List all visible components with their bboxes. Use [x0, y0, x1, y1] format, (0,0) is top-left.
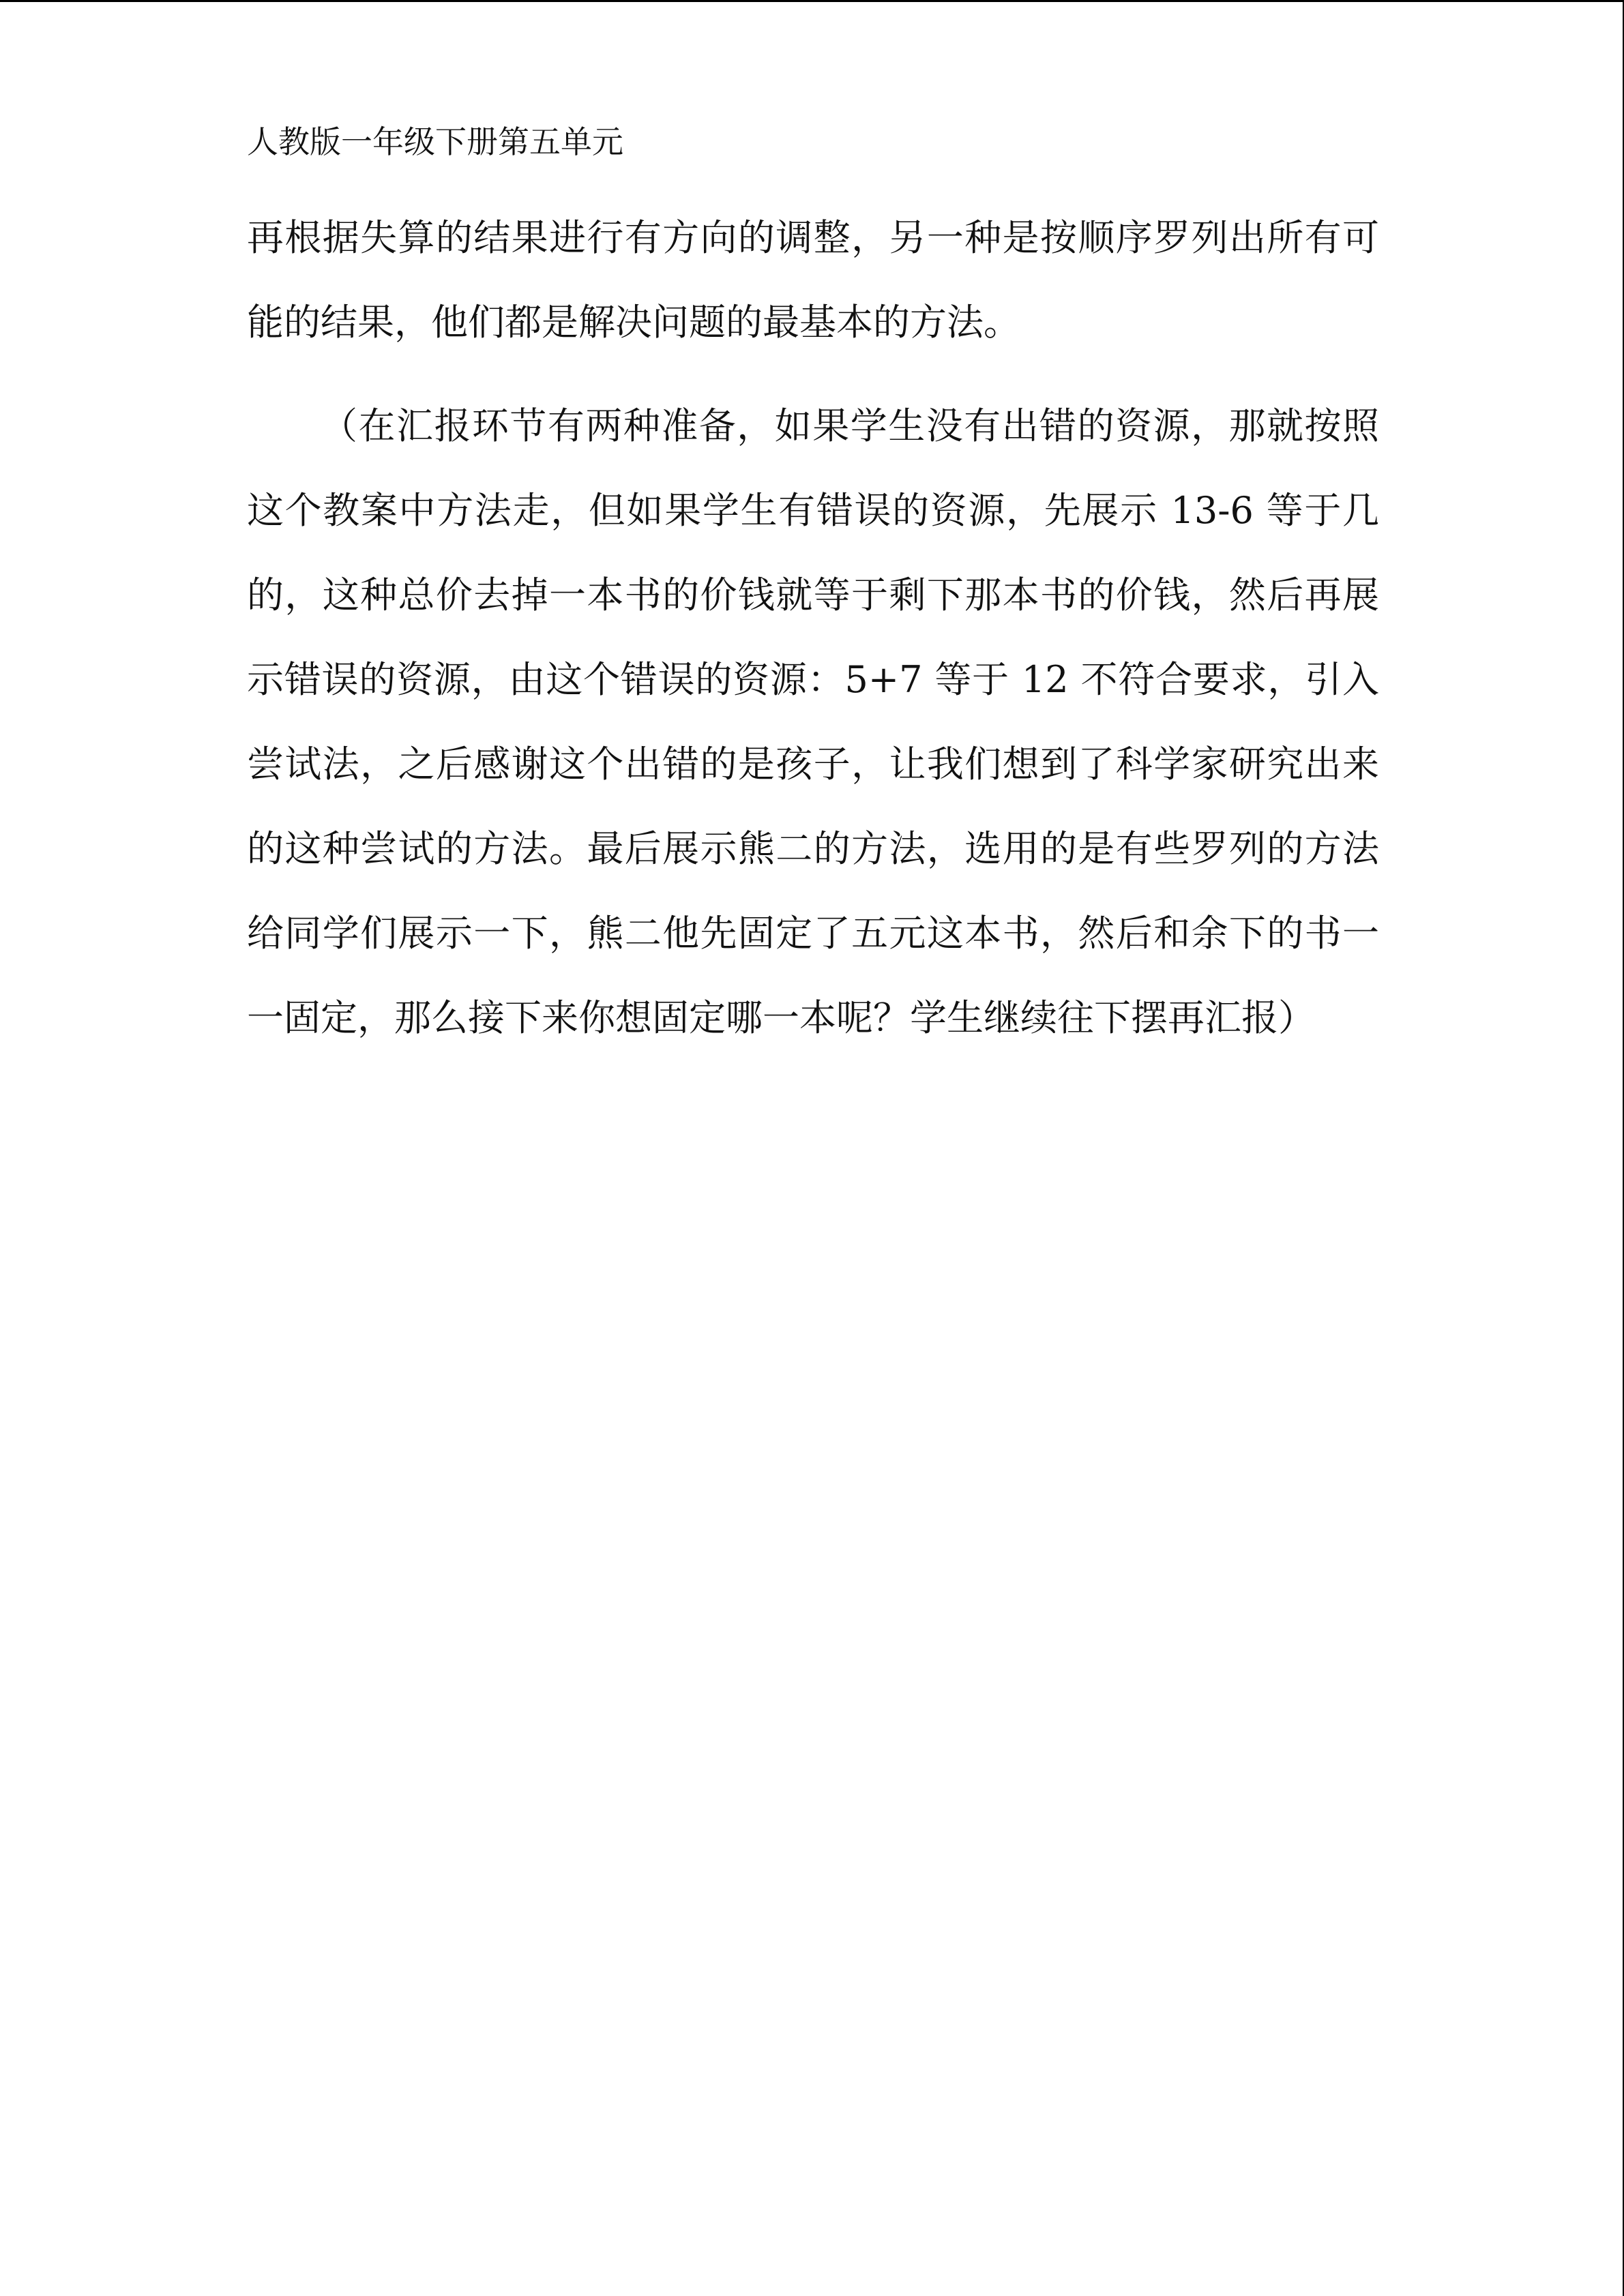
page-header: 人教版一年级下册第五单元 — [247, 123, 623, 160]
body-paragraph-1: 再根据失算的结果进行有方向的调整，另一种是按顺序罗列出所有可能的结果，他们都是解决问题的最基本的方法。 — [247, 216, 1379, 344]
page-content — [247, 118, 1379, 1060]
body-paragraph-2: （在汇报环节有两种准备，如果学生没有出错的资源，那就按照这个教案中方法走，但如果学生有错误的资源，先展示 13-6 等于几的，这种总价去掉一本书的价钱就等于剩下那本书的价钱，然后再展示错误的资源，由这个错误的资源：5+7 等于 12 不符合要求，引入尝试法，之后感谢这个出错的是孩子，让我们想到了科学家研究出来的这种尝试的方法。最后展示熊二的方法，选用的是有些罗列的方法给同学们展示一下，熊二他先固定了五元这本书，然后和余下的书一一固定，那么接下来你想固定哪一本呢？学生继续往下摆再汇报） — [247, 404, 1379, 1039]
